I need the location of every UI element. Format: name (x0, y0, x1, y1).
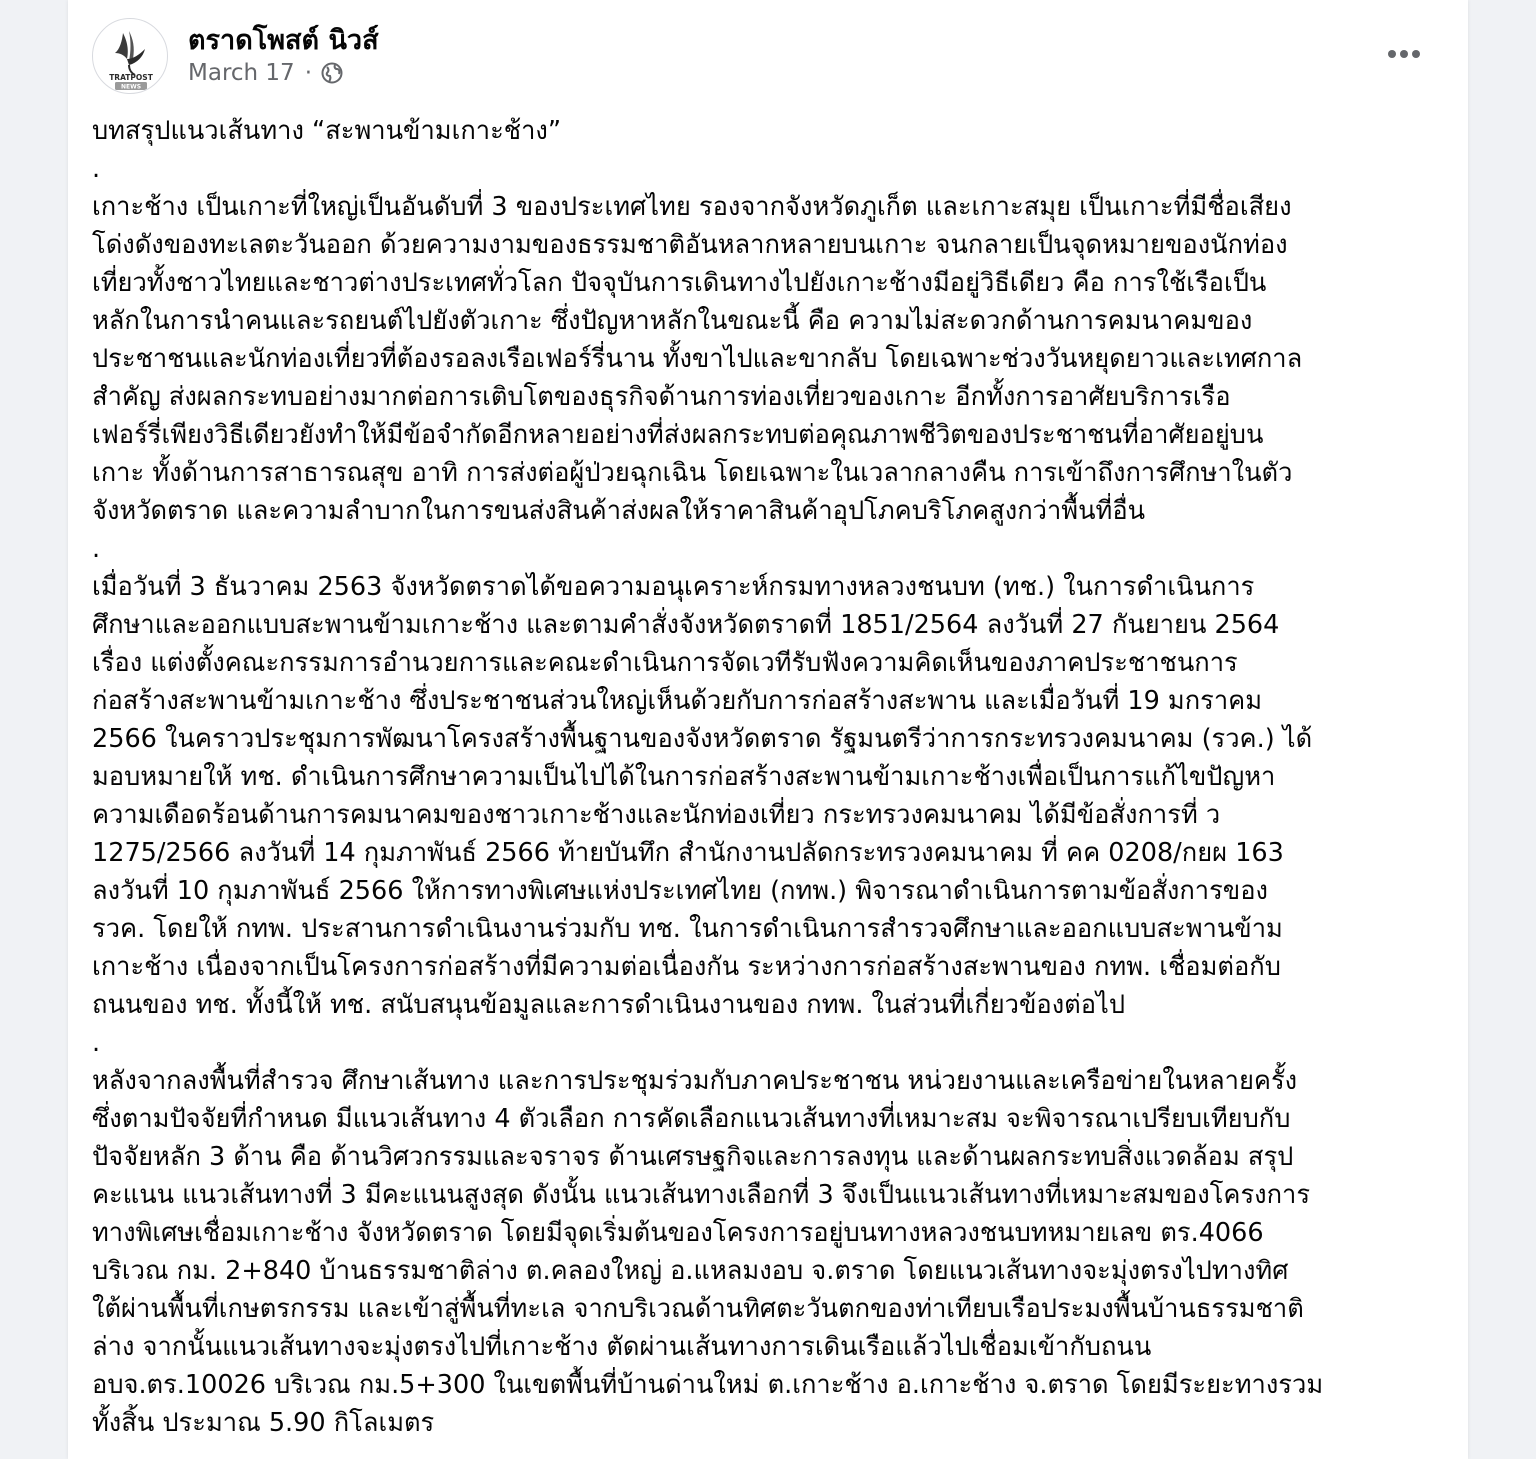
post-paragraph-3: หลังจากลงพื้นที่สำรวจ ศึกษาเส้นทาง และการประชุมร่วมกับภาคประชาชน หน่วยงานและเครือข่ายในหลายครั้ง ซึ่งตามปัจจัยที่กำหนด มีแนวเส้นทาง 4 ตัวเลือก การคัดเลือกแนวเส้นทางที่เหมาะสม จะพิจารณาเปรียบเทียบกับ ปัจจัยหลัก 3 ด้าน คือ ด้านวิศวกรรมและจราจร ด้านเศรษฐกิจและการลงทุน และด้านผลกระทบสิ่งแวดล้อม สรุป คะแนน แนวเส้นทางที่ 3 มีคะแนนสูงสุด ดังนั้น แนวเส้นทางเลือกที่ 3 จึงเป็นแนวเส้นทางที่เหมาะสมของโครงการ ทางพิเศษเชื่อมเกาะช้าง จังหวัดตราด โดยมีจุดเริ่มต้นของโครงการอยู่บนทางหลวงชนบทหมายเลข ตร.4066 บริเวณ กม. 2+840 บ้านธรรมชาติล่าง ต.คลองใหญ่ อ.แหลมงอบ จ.ตราด โดยแนวเส้นทางจะมุ่งตรงไปทางทิศ ใต้ผ่านพื้นที่เกษตรกรรม และเข้าสู่พื้นที่ทะเล จากบริเวณด้านทิศตะวันตกของท่าเทียบเรือประมงพื้นบ้านธรรมชาติ ล่าง จากนั้นแนวเส้นทางจะมุ่งตรงไปที่เกาะช้าง ตัดผ่านเส้นทางการเดินเรือแล้วไปเชื่อมเข้ากับถนน อบจ.ตร.10026 บริเวณ กม.5+300 ในเขตพื้นที่บ้านด่านใหม่ ต.เกาะช้าง อ.เกาะช้าง จ.ตราด โดยมีระยะทางรวม ทั้งสิ้น ประมาณ 5.90 กิโลเมตร (92, 1066, 1324, 1438)
post-paragraph-1: เกาะช้าง เป็นเกาะที่ใหญ่เป็นอันดับที่ 3 ของประเทศไทย รองจากจังหวัดภูเก็ต และเกาะสมุย เป็นเกาะที่มีชื่อเสียง โด่งดังของทะเลตะวันออก ด้วยความงามของธรรมชาติอันหลากหลายบนเกาะ จนกลายเป็นจุดหมายของนักท่อง เที่ยวทั้งชาวไทยและชาวต่างประเทศทั่วโลก ปัจจุบันการเดินทางไปยังเกาะช้างมีอยู่วิธีเดียว คือ การใช้เรือเป็น หลักในการนำคนและรถยนต์ไปยังตัวเกาะ ซึ่งปัญหาหลักในขณะนี้ คือ ความไม่สะดวกด้านการคมนาคมของ ประชาชนและนักท่องเที่ยวที่ต้องรอลงเรือเฟอร์รี่นาน ทั้งขาไปและขากลับ โดยเฉพาะช่วงวันหยุดยาวและเทศกาล สำคัญ ส่งผลกระทบอย่างมากต่อการเติบโตของธุรกิจด้านการท่องเที่ยวของเกาะ อีกทั้งการอาศัยบริการเรือ เฟอร์รี่เพียงวิธีเดียวยังทำให้มีข้อจำกัดอีกหลายอย่างที่ส่งผลกระทบต่อคุณภาพชีวิตของประชาชนที่อาศัยอยู่บน เกาะ ทั้งด้านการสาธารณสุข อาทิ การส่งต่อผู้ป่วยฉุกเฉิน โดยเฉพาะในเวลากลางคืน การเข้าถึงการศึกษาในตัว จังหวัดตราด และความลำบากในการขนส่งสินค้าส่งผลให้ราคาสินค้าอุปโภคบริโภคสูงกว่าพื้นที่อื่น (92, 192, 1303, 526)
avatar-logo-text: TRATPOST (109, 73, 153, 82)
dot-separator-1: . (92, 154, 101, 184)
dot-separator-3: . (92, 1028, 101, 1058)
more-options-button[interactable] (1376, 34, 1432, 74)
post-date-link[interactable]: March 17 (188, 60, 295, 86)
avatar-logo-subtext: NEWS (120, 83, 142, 91)
post-meta (188, 60, 344, 86)
meta-separator: · (304, 60, 313, 86)
more-options-icon (1386, 50, 1422, 58)
post-title: บทสรุปแนวเส้นทาง “สะพานข้ามเกาะช้าง” (92, 116, 562, 146)
globe-icon[interactable] (320, 61, 344, 85)
post-card (68, 0, 1468, 1459)
dot-separator-2: . (92, 534, 101, 564)
post-body (92, 112, 1446, 1442)
post-header (92, 16, 1444, 96)
avatar[interactable] (92, 18, 168, 94)
page-name-link[interactable]: ตราดโพสต์ นิวส์ (188, 25, 379, 56)
post-paragraph-2: เมื่อวันที่ 3 ธันวาคม 2563 จังหวัดตราดได้ขอความอนุเคราะห์กรมทางหลวงชนบท (ทช.) ในการดำเนินการ ศึกษาและออกแบบสะพานข้ามเกาะช้าง และตามคำสั่งจังหวัดตราดที่ 1851/2564 ลงวันที่ 27 กันยายน 2564 เรื่อง แต่งตั้งคณะกรรมการอำนวยการและคณะดำเนินการจัดเวทีรับฟังความคิดเห็นของภาคประชาชนการ ก่อสร้างสะพานข้ามเกาะช้าง ซึ่งประชาชนส่วนใหญ่เห็นด้วยกับการก่อสร้างสะพาน และเมื่อวันที่ 19 มกราคม 2566 ในคราวประชุมการพัฒนาโครงสร้างพื้นฐานของจังหวัดตราด รัฐมนตรีว่าการกระทรวงคมนาคม (รวค.) ได้ มอบหมายให้ ทช. ดำเนินการศึกษาความเป็นไปได้ในการก่อสร้างสะพานข้ามเกาะช้างเพื่อเป็นการแก้ไขปัญหา ความเดือดร้อนด้านการคมนาคมของชาวเกาะช้างและนักท่องเที่ยว กระทรวงคมนาคม ได้มีข้อสั่งการที่ ว 1275/2566 ลงวันที่ 14 กุมภาพันธ์ 2566 ท้ายบันทึก สำนักงานปลัดกระทรวงคมนาคม ที่ คค 0208/กยผ 163 ลงวันที่ 10 กุมภาพันธ์ 2566 ให้การทางพิเศษแห่งประเทศไทย (กทพ.) พิจารณาดำเนินการตามข้อสั่งการของ รวค. โดยให้ กทพ. ประสานการดำเนินงานร่วมกับ ทช. ในการดำเนินการสำรวจศึกษาและออกแบบสะพานข้าม เกาะช้าง เนื่องจากเป็นโครงการก่อสร้างที่มีความต่อเนื่องกัน ระหว่างการก่อสร้างสะพานของ กทพ. เชื่อมต่อกับ ถนนของ ทช. ทั้งนี้ให้ ทช. สนับสนุนข้อมูลและการดำเนินงานของ กทพ. ในส่วนที่เกี่ยวข้องต่อไป (92, 572, 1313, 1020)
bird-logo-icon (93, 19, 168, 94)
